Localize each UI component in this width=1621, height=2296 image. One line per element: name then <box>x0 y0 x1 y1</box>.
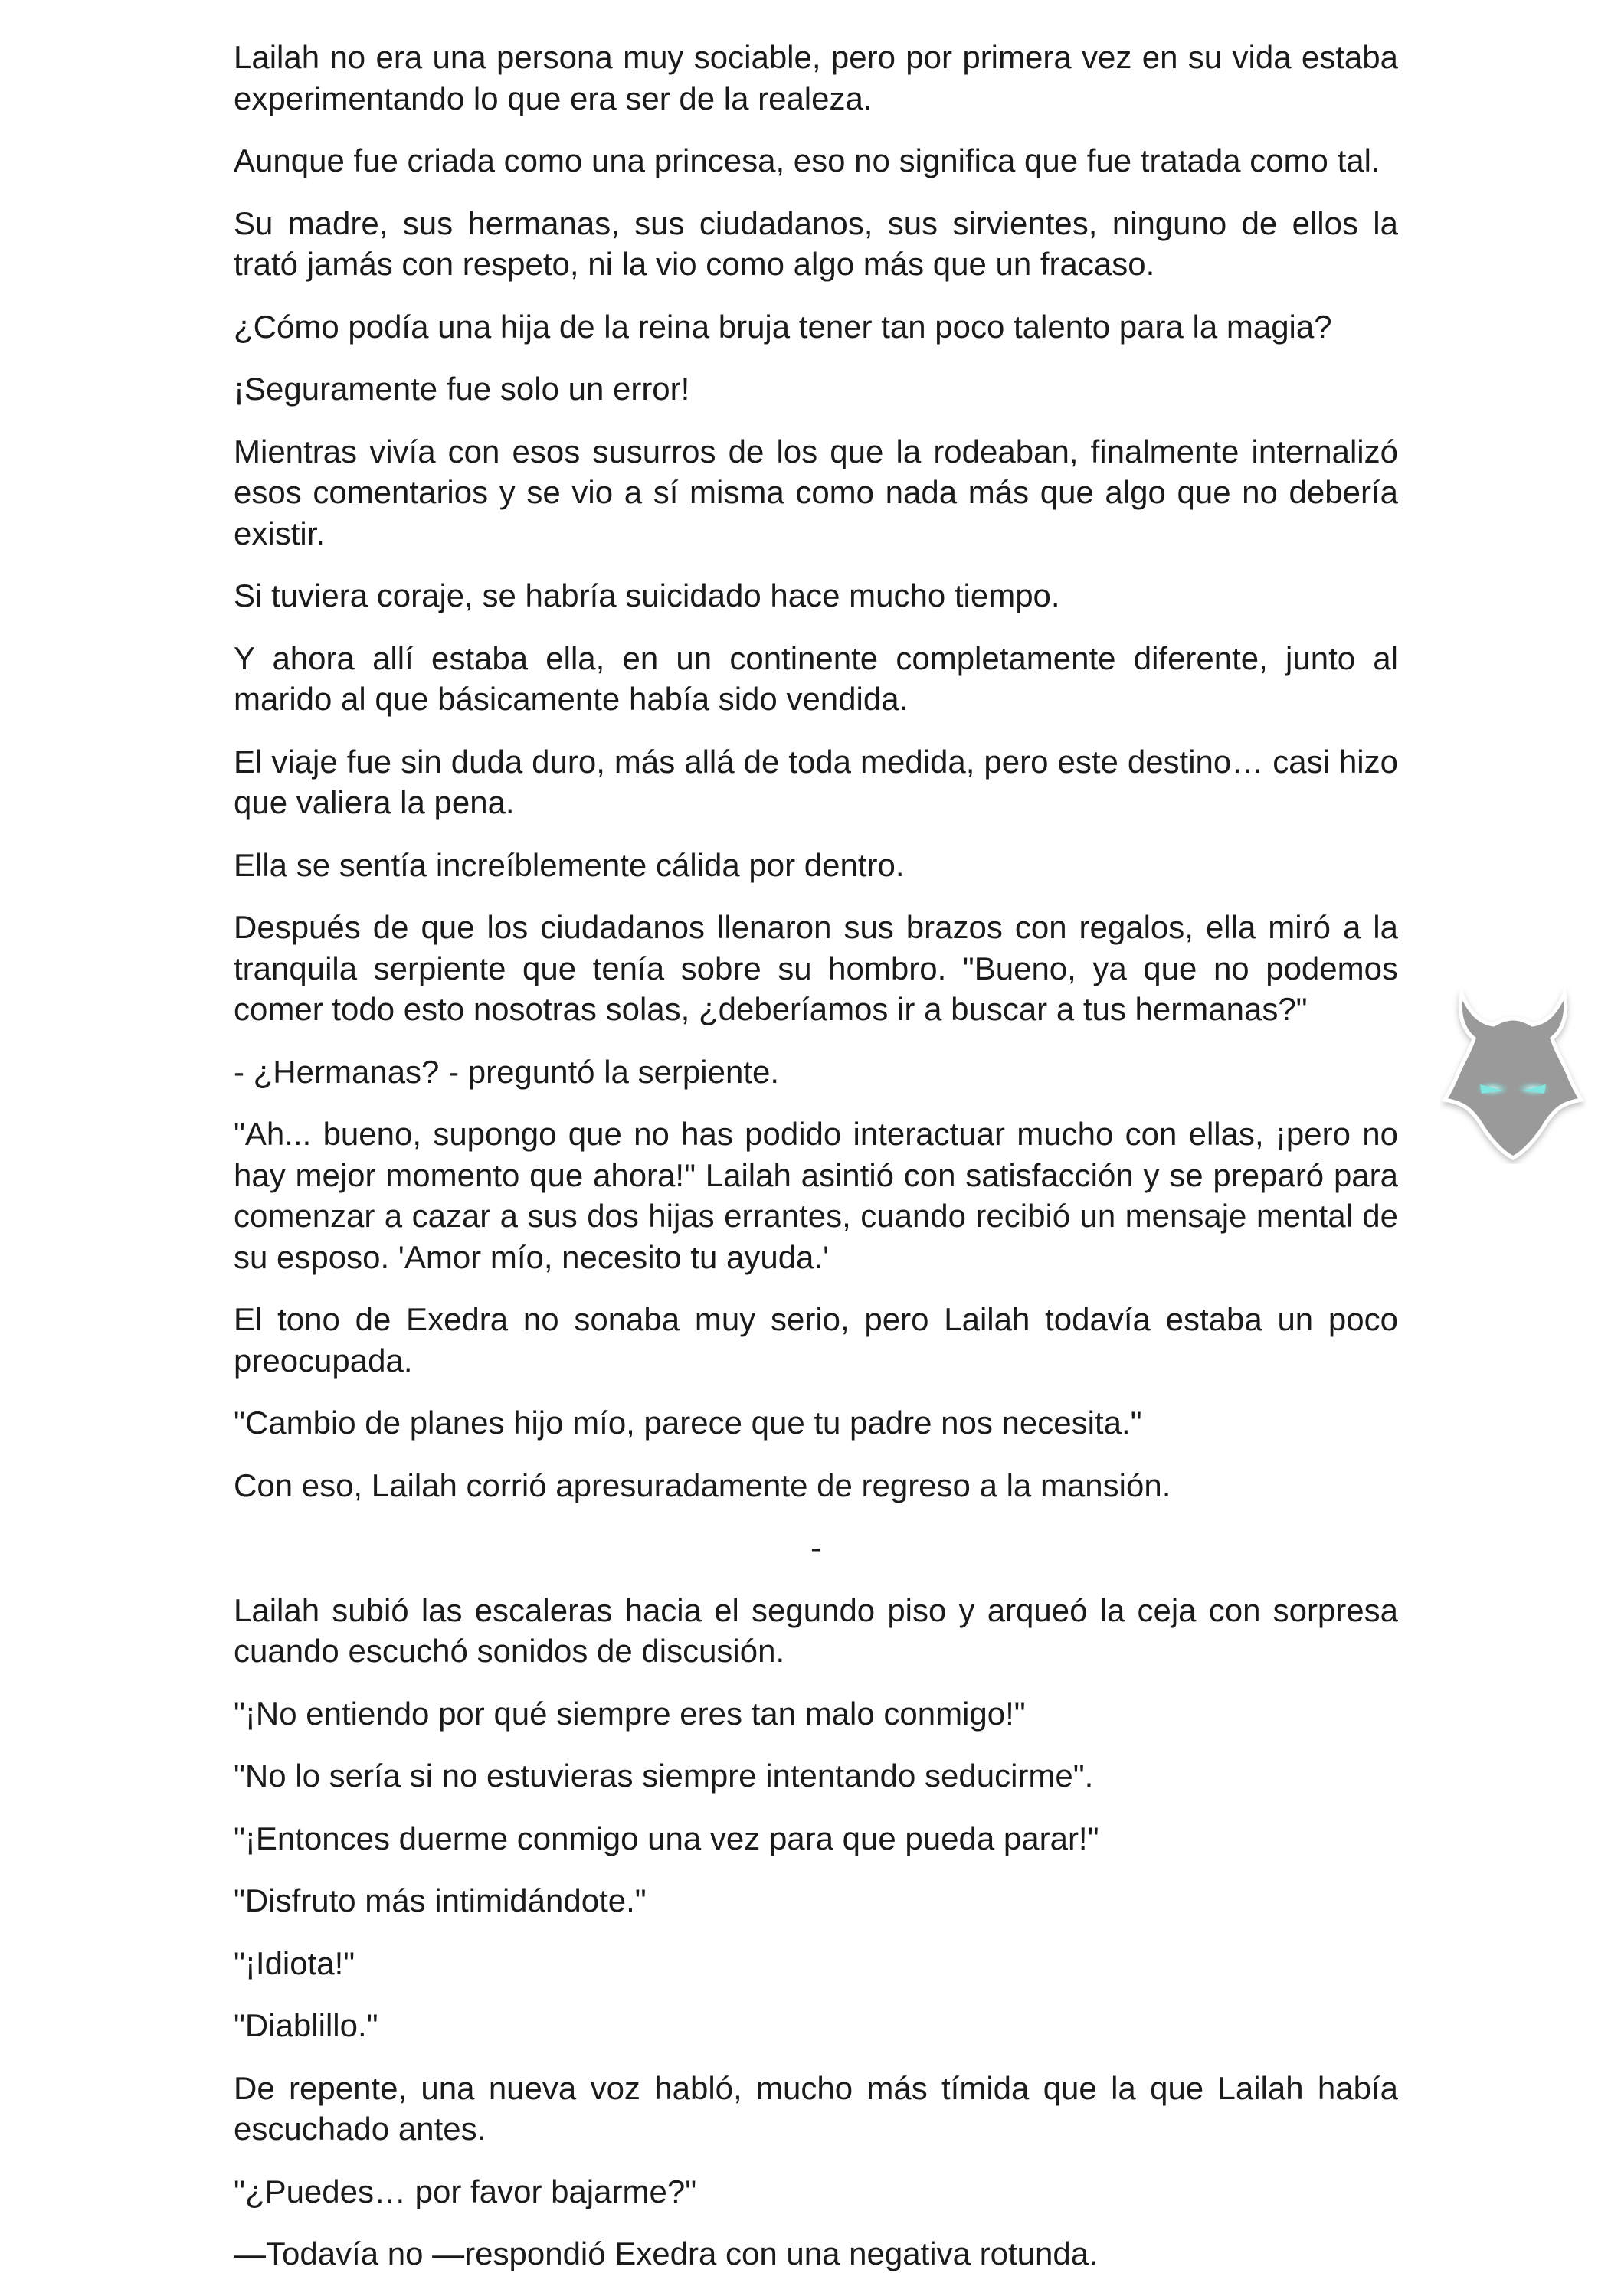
paragraph: Lailah subió las escaleras hacia el segundo piso y arqueó la ceja con sorpresa cuando escuchó sonidos de discusión. <box>234 1591 1398 1669</box>
paragraph: De repente, una nueva voz habló, mucho más tímida que la que Lailah había escuchado antes. <box>234 2069 1398 2147</box>
paragraph: Con eso, Lailah corrió apresuradamente de regreso a la mansión. <box>234 1467 1171 1503</box>
paragraph: "¡No entiendo por qué siempre eres tan malo conmigo!" <box>234 1695 1026 1732</box>
paragraph: El viaje fue sin duda duro, más allá de toda medida, pero este destino… casi hizo que valiera la pena. <box>234 743 1398 820</box>
paragraph: ¿Cómo podía una hija de la reina bruja tener tan poco talento para la magia? <box>234 308 1332 345</box>
paragraph: "Ah... bueno, supongo que no has podido interactuar mucho con ellas, ¡pero no hay mejor momento que ahora!" Lailah asintió con satisfacción y se preparó para comenzar a cazar a sus dos hijas errantes, cuando recibió un mensaje mental de su esposo. 'Amor mío, necesito tu ayuda.' <box>234 1116 1398 1275</box>
demon-head-icon <box>1440 988 1586 1164</box>
paragraph: "¡Idiota!" <box>234 1944 355 1981</box>
paragraph: Si tuviera coraje, se habría suicidado hace mucho tiempo. <box>234 577 1060 613</box>
paragraph: Ella se sentía increíblemente cálida por dentro. <box>234 846 905 883</box>
paragraph: "No lo sería si no estuvieras siempre intentando seducirme". <box>234 1758 1094 1794</box>
paragraph: Después de que los ciudadanos llenaron sus brazos con regalos, ella miró a la tranquila serpiente que tenía sobre su hombro. "Bueno, ya que no podemos comer todo esto nosotras solas, ¿deberíamos ir a buscar a tus hermanas?" <box>234 909 1398 1027</box>
paragraph: "¿Puedes… por favor bajarme?" <box>234 2173 697 2209</box>
paragraph: "¡Entonces duerme conmigo una vez para que pueda parar!" <box>234 1820 1099 1856</box>
paragraph: "Disfruto más intimidándote." <box>234 1882 647 1918</box>
paragraph: Aunque fue criada como una princesa, eso no significa que fue tratada como tal. <box>234 142 1380 178</box>
paragraph: Su madre, sus hermanas, sus ciudadanos, sus sirvientes, ninguno de ellos la trató jamás con respeto, ni la vio como algo más que un fracaso. <box>234 204 1398 282</box>
paragraph: Y ahora allí estaba ella, en un continente completamente diferente, junto al marido al que básicamente había sido vendida. <box>234 639 1398 717</box>
document-body <box>234 37 1398 2296</box>
paragraph: "Diablillo." <box>234 2007 378 2043</box>
paragraph: El tono de Exedra no sonaba muy serio, pero Lailah todavía estaba un poco preocupada. <box>234 1301 1398 1379</box>
paragraph: —Todavía no —respondió Exedra con una negativa rotunda. <box>234 2235 1098 2271</box>
paragraph: ¡Seguramente fue solo un error! <box>234 371 690 407</box>
paragraph: "Cambio de planes hijo mío, parece que tu padre nos necesita." <box>234 1405 1142 1441</box>
paragraph: Lailah no era una persona muy sociable, pero por primera vez en su vida estaba experimentando lo que era ser de la realeza. <box>234 39 1398 116</box>
paragraph: - ¿Hermanas? - preguntó la serpiente. <box>234 1053 780 1090</box>
scene-separator: - <box>810 1529 821 1565</box>
paragraph: Mientras vivía con esos susurros de los que la rodeaban, finalmente internalizó esos comentarios y se vio a sí misma como nada más que algo que no debería existir. <box>234 433 1398 551</box>
